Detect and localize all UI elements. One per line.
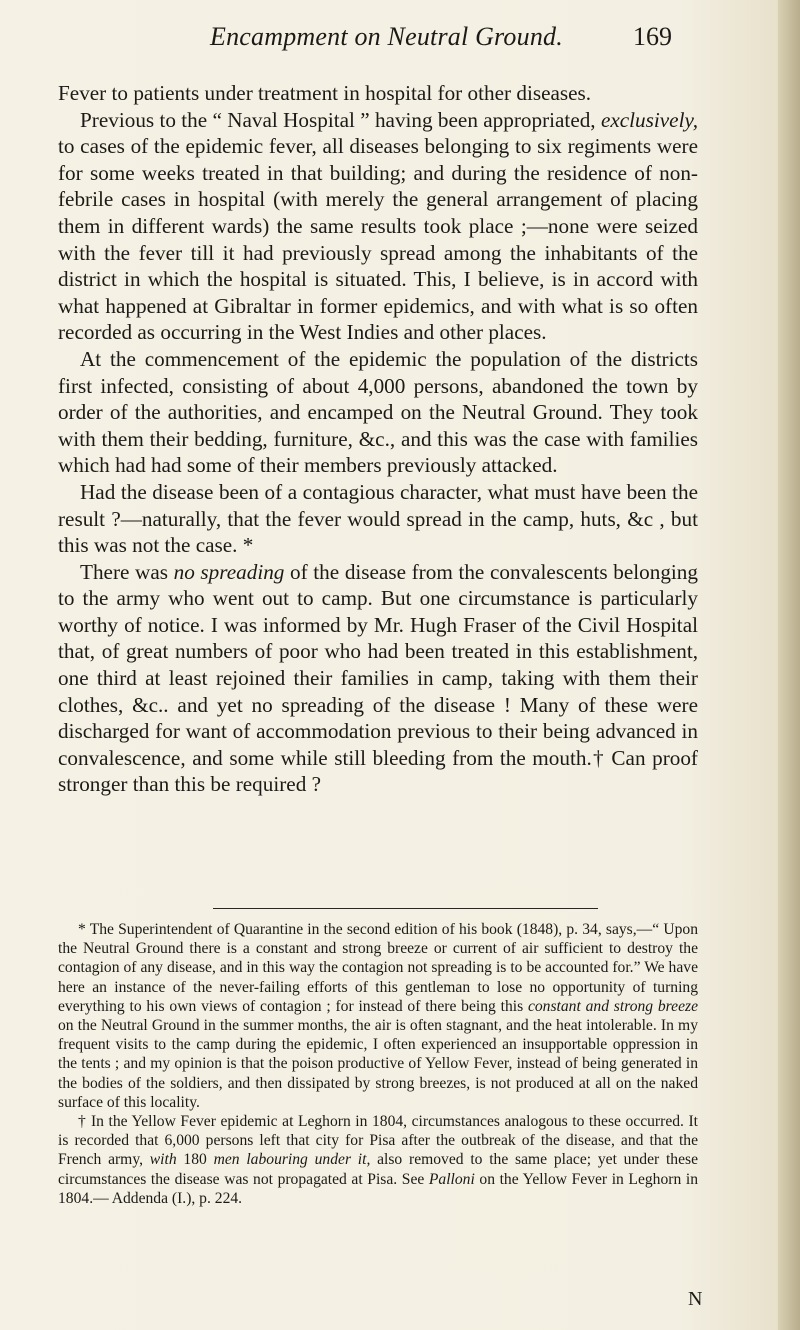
page-number: 169 xyxy=(633,22,672,51)
footnote-1: * The Superintendent of Quarantine in the second edition of his book (1848), p. 34, says,—“ Upon the Neutral Ground there is a constant and strong breeze or current of air sufficient to destroy the contagion of any disease, and in this way the contagion not spreading is to be accounted for.” We have here an instance of the never-failing efforts of this gentleman to lose no opportunity of turning everything to his own views of contagion ; for instead of there being this constant and strong breeze on the Neutral Ground in the summer months, the air is often stagnant, and the heat intolerable. In my frequent visits to the camp during the epidemic, I often experienced an insupportable oppression in the tents ; and my opinion is that the poison productive of Yellow Fever, instead of being generated in the bodies of the soldiers, and then dissipated by strong breezes, is not produced at all on the naked surface of this locality. xyxy=(58,921,699,1111)
paragraph-4: Had the disease been of a contagious character, what must have been the result ?—naturally, that the fever would spread in the camp, huts, &c , but this was not the case. * xyxy=(58,479,698,558)
page-header xyxy=(82,22,672,62)
paragraph-5: There was no spreading of the disease from the convalescents belonging to the army who went out to camp. But one circumstance is particularly worthy of notice. I was informed by Mr. Hugh Fraser of the Civil Hospital that, of great numbers of poor who had been treated in this establishment, one third at least rejoined their families in camp, taking with them their clothes, &c.. and yet no spreading of the disease ! Many of these were discharged for want of accommodation previous to their being advanced in convalescence, and some while still bleeding from the mouth.† Can proof stronger than this be required ? xyxy=(58,559,698,797)
main-text xyxy=(58,80,698,798)
page-edge xyxy=(778,0,800,1330)
paragraph-3: At the commencement of the epidemic the population of the districts first infected, consisting of about 4,000 persons, abandoned the town by order of the authorities, and encamped on the Neutral Ground. They took with them their bedding, furniture, &c., and this was the case with families which had had some of their members previously attacked. xyxy=(58,346,698,478)
footnotes xyxy=(58,920,698,1208)
footnote-2: † In the Yellow Fever epidemic at Leghorn in 1804, circumstances analogous to these occurred. It is recorded that 6,000 persons left that city for Pisa after the outbreak of the disease, and that the French army, with 180 men labouring under it, also removed to the same place; yet under these circumstances the disease was not propagated at Pisa. See Palloni on the Yellow Fever in Leghorn in 1804.— Addenda (I.), p. 224. xyxy=(58,1113,698,1207)
signature-mark: N xyxy=(688,1288,703,1310)
running-title: Encampment on Neutral Ground. xyxy=(210,22,563,51)
footnote-divider xyxy=(213,908,598,909)
paragraph-1: Fever to patients under treatment in hospital for other diseases. xyxy=(58,81,592,105)
paragraph-2: Previous to the “ Naval Hospital ” having been appropriated, exclusively, to cases of the epidemic fever, all diseases belonging to six regiments were for some weeks treated in that building; and during the residence of non-febrile cases in hospital (with merely the general arrangement of placing them in different wards) the same results took place ;—none were seized with the fever till it had previously spread among the inhabitants of the district in which the hospital is situated. This, I believe, is in accord with what happened at Gibraltar in former epidemics, and with what is so often recorded as occurring in the West Indies and other places. xyxy=(58,107,698,345)
